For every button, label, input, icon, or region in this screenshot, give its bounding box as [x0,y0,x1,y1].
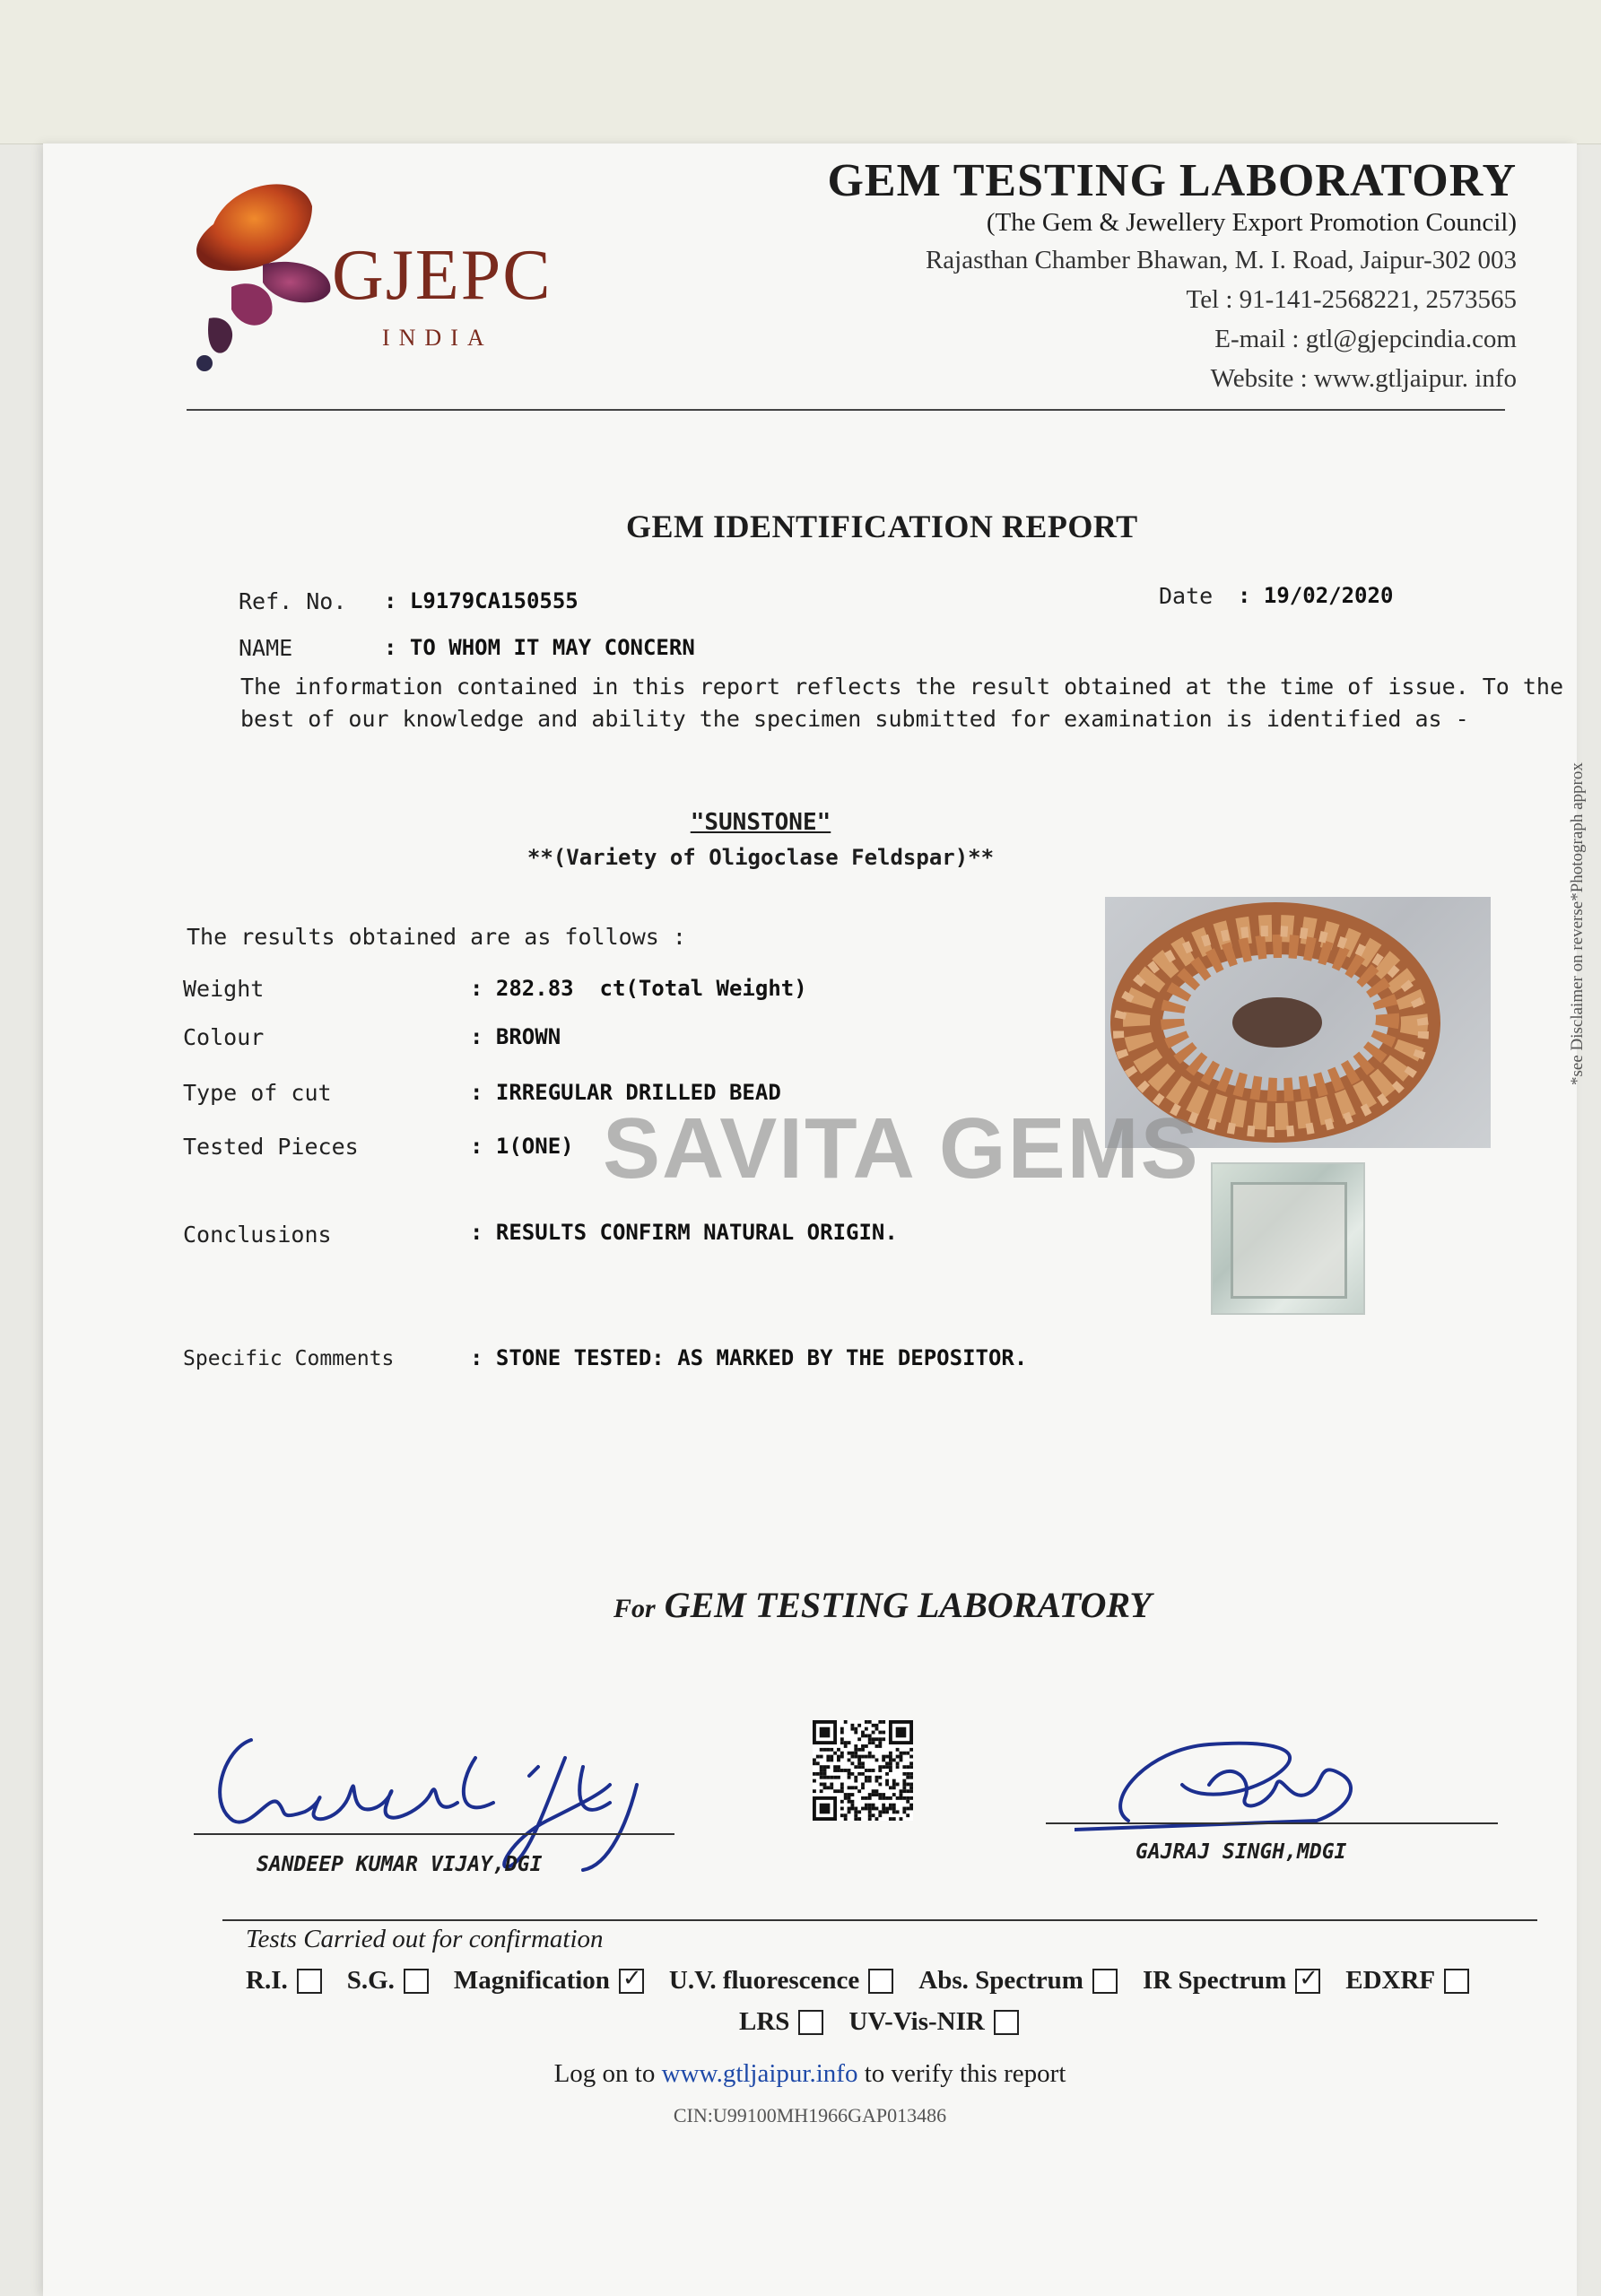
lab-email: E-mail : gtl@gjepcindia.com [1214,325,1517,353]
test-label: S.G. [346,1966,395,1995]
identified-stone: "SUNSTONE" [690,809,831,836]
ref-label: Ref. No. [239,588,347,614]
comments-label: Specific Comments [183,1347,395,1370]
comments-value: : STONE TESTED: AS MARKED BY THE DEPOSITOR. [470,1345,1028,1370]
test-label: IR Spectrum [1142,1966,1287,1995]
signature-2-line [1046,1822,1498,1824]
tests-title: Tests Carried out for confirmation [246,1925,604,1953]
pieces-label: Tested Pieces [183,1134,359,1160]
test-label: U.V. fluorescence [668,1966,860,1995]
test-item [1143,1966,1320,1996]
test-checkbox[interactable] [798,2010,823,2035]
lab-telephone: Tel : 91-141-2568221, 2573565 [1186,285,1517,314]
lab-title: GEM TESTING LABORATORY [827,155,1517,206]
cin-number: CIN:U99100MH1966GAP013486 [673,2104,947,2126]
name-label: NAME [239,635,293,661]
weight-label: Weight [183,976,265,1002]
logo-subtext: INDIA [382,325,493,351]
verify-link[interactable]: www.gtljaipur.info [661,2059,858,2088]
test-label: Magnification [453,1966,610,1995]
colour-label: Colour [183,1024,265,1050]
test-checkbox[interactable] [868,1969,893,1994]
verify-prefix: Log on to [553,2059,656,2088]
header-divider [187,409,1505,411]
test-checkbox[interactable] [1444,1969,1469,1994]
hologram-seal [1231,1182,1347,1299]
cut-label: Type of cut [183,1080,332,1106]
qr-code-icon [813,1718,913,1822]
side-disclaimer: *see Disclaimer on reverse*Photograph approx [1568,762,1587,1085]
test-checkbox[interactable] [994,2010,1019,2035]
conclusions-label: Conclusions [183,1222,332,1248]
lab-address: Rajasthan Chamber Bhawan, M. I. Road, Jaipur-302 003 [925,246,1517,274]
results-intro: The results obtained are as follows : [187,924,686,950]
test-label: R.I. [246,1966,288,1995]
date-value: : 19/02/2020 [1238,583,1394,608]
identified-variety: **(Variety of Oligoclase Feldspar)** [526,845,995,870]
footer-divider [222,1919,1537,1921]
certificate-page [43,144,1587,2296]
test-item [347,1966,429,1996]
test-label: EDXRF [1345,1966,1436,1995]
test-item [739,2007,823,2037]
test-label: Abs. Spectrum [918,1966,1083,1995]
report-title: GEM IDENTIFICATION REPORT [626,509,1138,544]
test-item [1345,1966,1469,1996]
signer-2-name: GAJRAJ SINGH,MDGI [1135,1840,1347,1864]
for-lab-heading [613,1584,1152,1626]
colour-value: : BROWN [470,1024,561,1049]
test-item [454,1966,644,1996]
watermark: SAVITA GEMS [603,1100,1200,1196]
lab-website: Website : www.gtljaipur. info [1210,364,1517,393]
test-checkbox[interactable] [1092,1969,1118,1994]
tests-row-1 [246,1966,1494,1996]
name-value: : TO WHOM IT MAY CONCERN [384,635,695,660]
test-item [918,1966,1118,1996]
signer-1-name: SANDEEP KUMAR VIJAY,DGI [257,1853,543,1876]
report-intro: The information contained in this report reflects the result obtained at the time of issue. To the best of our knowledge and ability the specimen submitted for examination is identified as - [240,674,1564,732]
test-item [669,1966,893,1996]
verify-suffix: to verify this report [864,2059,1066,2088]
test-checkbox[interactable] [297,1969,322,1994]
test-label: LRS [739,2007,790,2036]
signature-1-line [194,1833,674,1835]
ref-value: : L9179CA150555 [384,588,579,613]
logo-text: GJEPC [332,236,553,315]
for-prefix: For [613,1594,656,1623]
test-item [246,1966,322,1996]
test-checkbox[interactable] [404,1969,429,1994]
test-label: UV-Vis-NIR [848,2007,985,2036]
test-checkbox[interactable] [619,1969,644,1994]
background-strip [0,0,1601,144]
signature-2-image [1075,1722,1451,1848]
for-lab-name: GEM TESTING LABORATORY [664,1585,1152,1625]
lab-council: (The Gem & Jewellery Export Promotion Council) [986,208,1517,237]
pieces-value: : 1(ONE) [470,1134,574,1159]
conclusions-value: : RESULTS CONFIRM NATURAL ORIGIN. [470,1220,898,1245]
test-item [848,2007,1018,2037]
tests-row-2 [739,2007,1044,2037]
date-label: Date [1159,583,1214,609]
verify-line [43,2059,1577,2089]
hologram-sticker [1211,1162,1365,1315]
weight-value: : 282.83 ct(Total Weight) [470,976,807,1001]
test-checkbox[interactable] [1295,1969,1320,1994]
cut-value: : IRREGULAR DRILLED BEAD [470,1080,781,1105]
